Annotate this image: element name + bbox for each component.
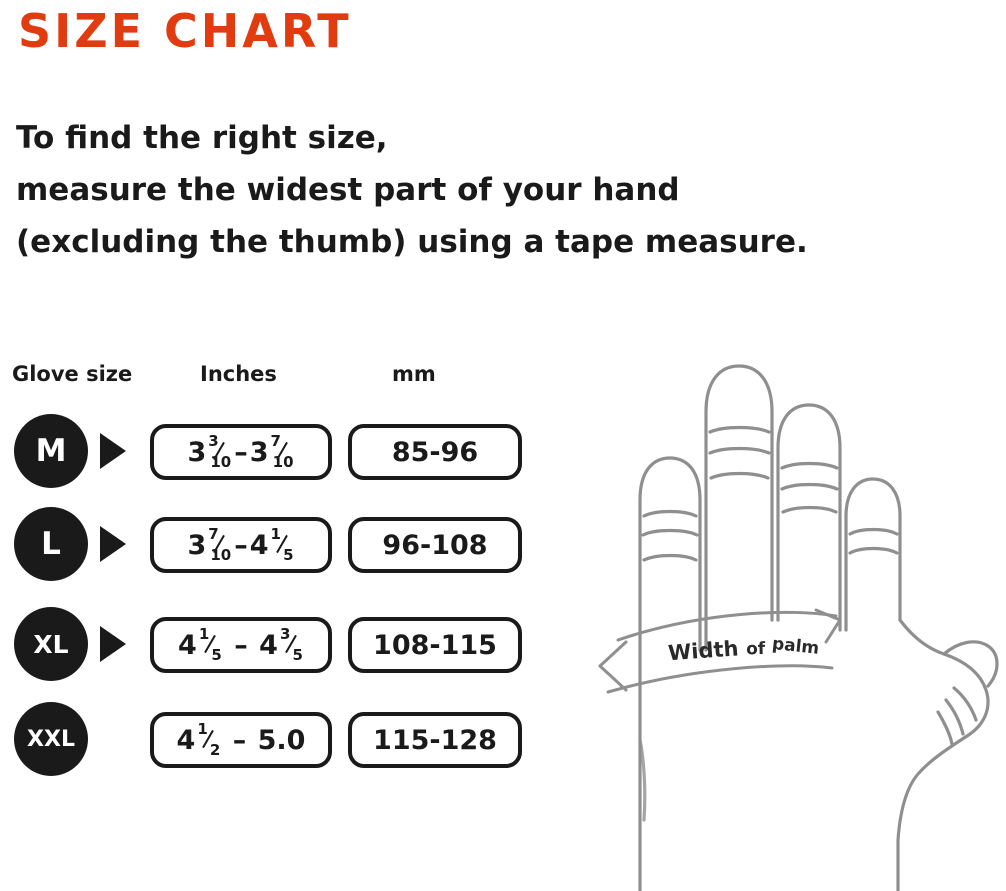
fraction: 3 10	[208, 432, 232, 471]
page-title: SIZE CHART	[18, 4, 352, 58]
arrow-right-icon	[100, 526, 126, 562]
fraction: 7 10	[208, 525, 232, 564]
mm-value-m: 85-96	[348, 424, 522, 480]
fraction: 1 5	[198, 625, 222, 664]
fraction: 1 2	[197, 720, 221, 759]
size-badge-m: M	[14, 414, 88, 488]
inches-value-xl: 4 1 5 – 4 3 5	[150, 617, 332, 673]
mm-value-xxl: 115-128	[348, 712, 522, 768]
arrow-right-icon	[100, 433, 126, 469]
label-of: of	[745, 639, 766, 660]
instructions-paragraph	[16, 112, 976, 268]
hand-illustration	[540, 320, 1006, 891]
instructions-line-2: measure the widest part of your hand	[16, 172, 680, 208]
table-row	[0, 700, 560, 784]
mm-value-l: 96-108	[348, 517, 522, 573]
instructions-line-3: (excluding the thumb) using a tape measure.	[16, 224, 808, 260]
size-badge-xl: XL	[14, 607, 88, 681]
column-header-mm: mm	[392, 362, 436, 386]
fraction: 3 5	[279, 625, 303, 664]
mm-value-xl: 108-115	[348, 617, 522, 673]
fraction: 1 5	[270, 525, 294, 564]
inches-value-l: 3 7 10 – 4 1 5	[150, 517, 332, 573]
label-palm: palm	[771, 633, 821, 659]
size-badge-xxl: XXL	[14, 702, 88, 776]
inches-value-m: 3 3 10 – 3 7 10	[150, 424, 332, 480]
table-row	[0, 412, 560, 496]
fraction: 7 10	[270, 432, 294, 471]
table-row	[0, 505, 560, 589]
instructions-line-1: To find the right size,	[16, 120, 388, 156]
inches-value-xxl: 4 1 2 – 5.0	[150, 712, 332, 768]
label-width: Width	[667, 636, 740, 666]
size-badge-l: L	[14, 507, 88, 581]
table-row	[0, 605, 560, 689]
arrow-right-icon	[100, 626, 126, 662]
column-header-glove-size: Glove size	[12, 362, 133, 386]
column-header-inches: Inches	[200, 362, 277, 386]
